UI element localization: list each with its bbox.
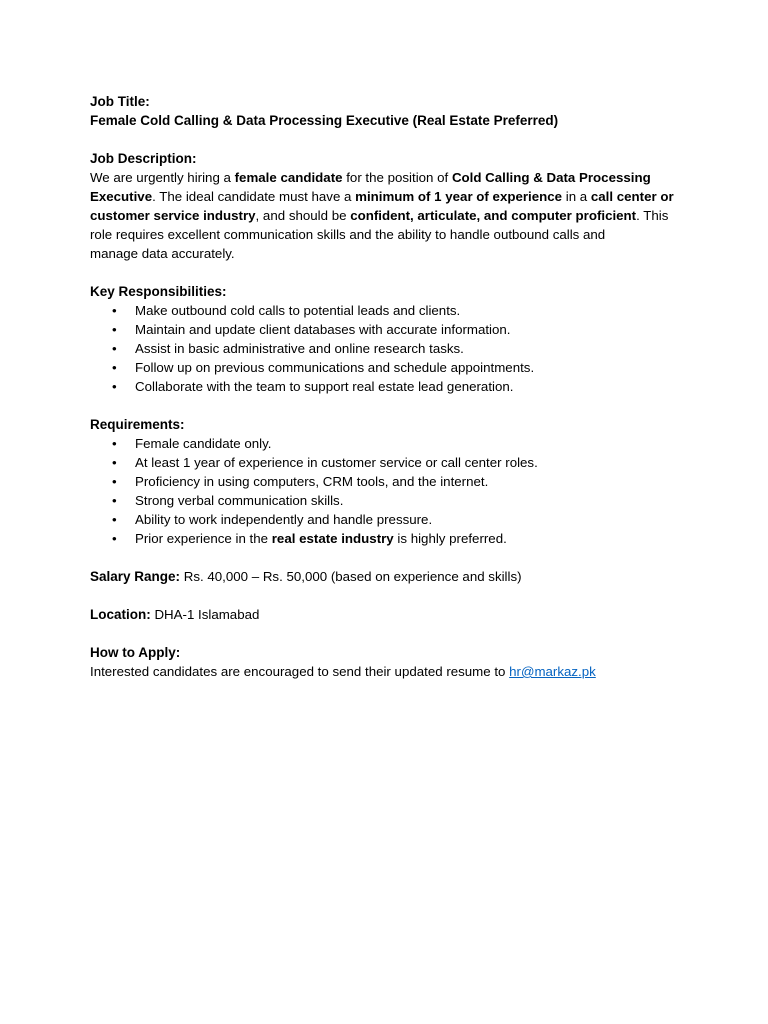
how-to-apply-label: How to Apply: <box>90 645 181 660</box>
description-bold-run: customer service industry <box>90 208 256 223</box>
email-link[interactable]: hr@markaz.pk <box>509 664 596 679</box>
list-item-run: Prior experience in the <box>135 531 272 546</box>
list-item-run: Proficiency in using computers, CRM tools, and the internet. <box>135 474 489 489</box>
list-item-run: Ability to work independently and handle pressure. <box>135 512 433 527</box>
description-bold-run: call center or <box>590 189 674 204</box>
spacer <box>90 396 690 415</box>
bullet-icon: • <box>112 512 117 527</box>
location-label: Location: <box>90 607 151 622</box>
description-bold-run: female candidate <box>234 170 343 185</box>
description-bold-run: minimum of 1 year of experience <box>355 189 563 204</box>
list-item-bold-run: real estate industry <box>271 531 394 546</box>
bullet-icon: • <box>112 531 117 546</box>
requirement-item <box>90 453 690 472</box>
job-title-label: Job Title: <box>90 94 150 109</box>
list-item-run: Strong verbal communication skills. <box>135 493 344 508</box>
bullet-icon: • <box>112 341 117 356</box>
requirement-item <box>90 472 690 491</box>
spacer <box>90 130 690 149</box>
description-run: . This <box>636 208 669 223</box>
list-item-text: Assist in basic administrative and online research tasks. <box>135 341 464 356</box>
job-posting-document <box>90 92 690 681</box>
spacer <box>90 548 690 567</box>
description-run: for the position of <box>342 170 452 185</box>
bullet-icon: • <box>112 474 117 489</box>
salary-value: Rs. 40,000 – Rs. 50,000 (based on experience and skills) <box>180 569 522 584</box>
responsibilities-label: Key Responsibilities: <box>90 284 227 299</box>
description-run: role requires excellent communication skills and the ability to handle outbound calls and <box>90 227 606 242</box>
responsibility-item <box>90 377 690 396</box>
description-run: We are urgently hiring a <box>90 170 235 185</box>
requirement-item <box>90 434 690 453</box>
description-bold-run: Cold Calling & Data Processing <box>451 170 651 185</box>
bullet-icon: • <box>112 379 117 394</box>
requirements-list <box>90 434 690 548</box>
requirement-item <box>90 510 690 529</box>
list-item-text: Collaborate with the team to support real estate lead generation. <box>135 379 514 394</box>
description-run: , and should be <box>255 208 351 223</box>
list-item-text: Follow up on previous communications and schedule appointments. <box>135 360 535 375</box>
responsibility-item <box>90 320 690 339</box>
description-bold-run: confident, articulate, and computer proficient <box>350 208 637 223</box>
how-to-apply-text <box>90 662 690 681</box>
list-item-run: At least 1 year of experience in customer service or call center roles. <box>135 455 538 470</box>
bullet-icon: • <box>112 493 117 508</box>
list-item-run: is highly preferred. <box>393 531 507 546</box>
requirement-item <box>90 529 690 548</box>
list-item-run: Female candidate only. <box>135 436 272 451</box>
list-item-text: Maintain and update client databases with accurate information. <box>135 322 511 337</box>
bullet-icon: • <box>112 303 117 318</box>
description-run: in a <box>562 189 591 204</box>
bullet-icon: • <box>112 360 117 375</box>
list-item-text: Make outbound cold calls to potential leads and clients. <box>135 303 461 318</box>
salary-label: Salary Range: <box>90 569 181 584</box>
location-value: DHA-1 Islamabad <box>150 607 260 622</box>
responsibility-item <box>90 358 690 377</box>
description-bold-run: Executive <box>90 189 153 204</box>
description-line <box>90 225 690 244</box>
description-run: . The ideal candidate must have a <box>152 189 356 204</box>
description-line <box>90 187 690 206</box>
description-line <box>90 206 690 225</box>
job-title-value: Female Cold Calling & Data Processing Executive (Real Estate Preferred) <box>90 113 559 128</box>
responsibility-item <box>90 339 690 358</box>
requirements-label: Requirements: <box>90 417 185 432</box>
responsibility-item <box>90 301 690 320</box>
bullet-icon: • <box>112 436 117 451</box>
bullet-icon: • <box>112 455 117 470</box>
requirement-item <box>90 491 690 510</box>
salary-range <box>90 567 690 586</box>
bullet-icon: • <box>112 322 117 337</box>
job-description-label: Job Description: <box>90 151 197 166</box>
description-run: manage data accurately. <box>90 246 235 261</box>
job-description-paragraph <box>90 168 690 263</box>
apply-instructions: Interested candidates are encouraged to send their updated resume to <box>90 664 510 679</box>
spacer <box>90 263 690 282</box>
description-line <box>90 168 690 187</box>
description-line <box>90 244 690 263</box>
spacer <box>90 624 690 643</box>
location <box>90 605 690 624</box>
spacer <box>90 586 690 605</box>
responsibilities-list <box>90 301 690 396</box>
